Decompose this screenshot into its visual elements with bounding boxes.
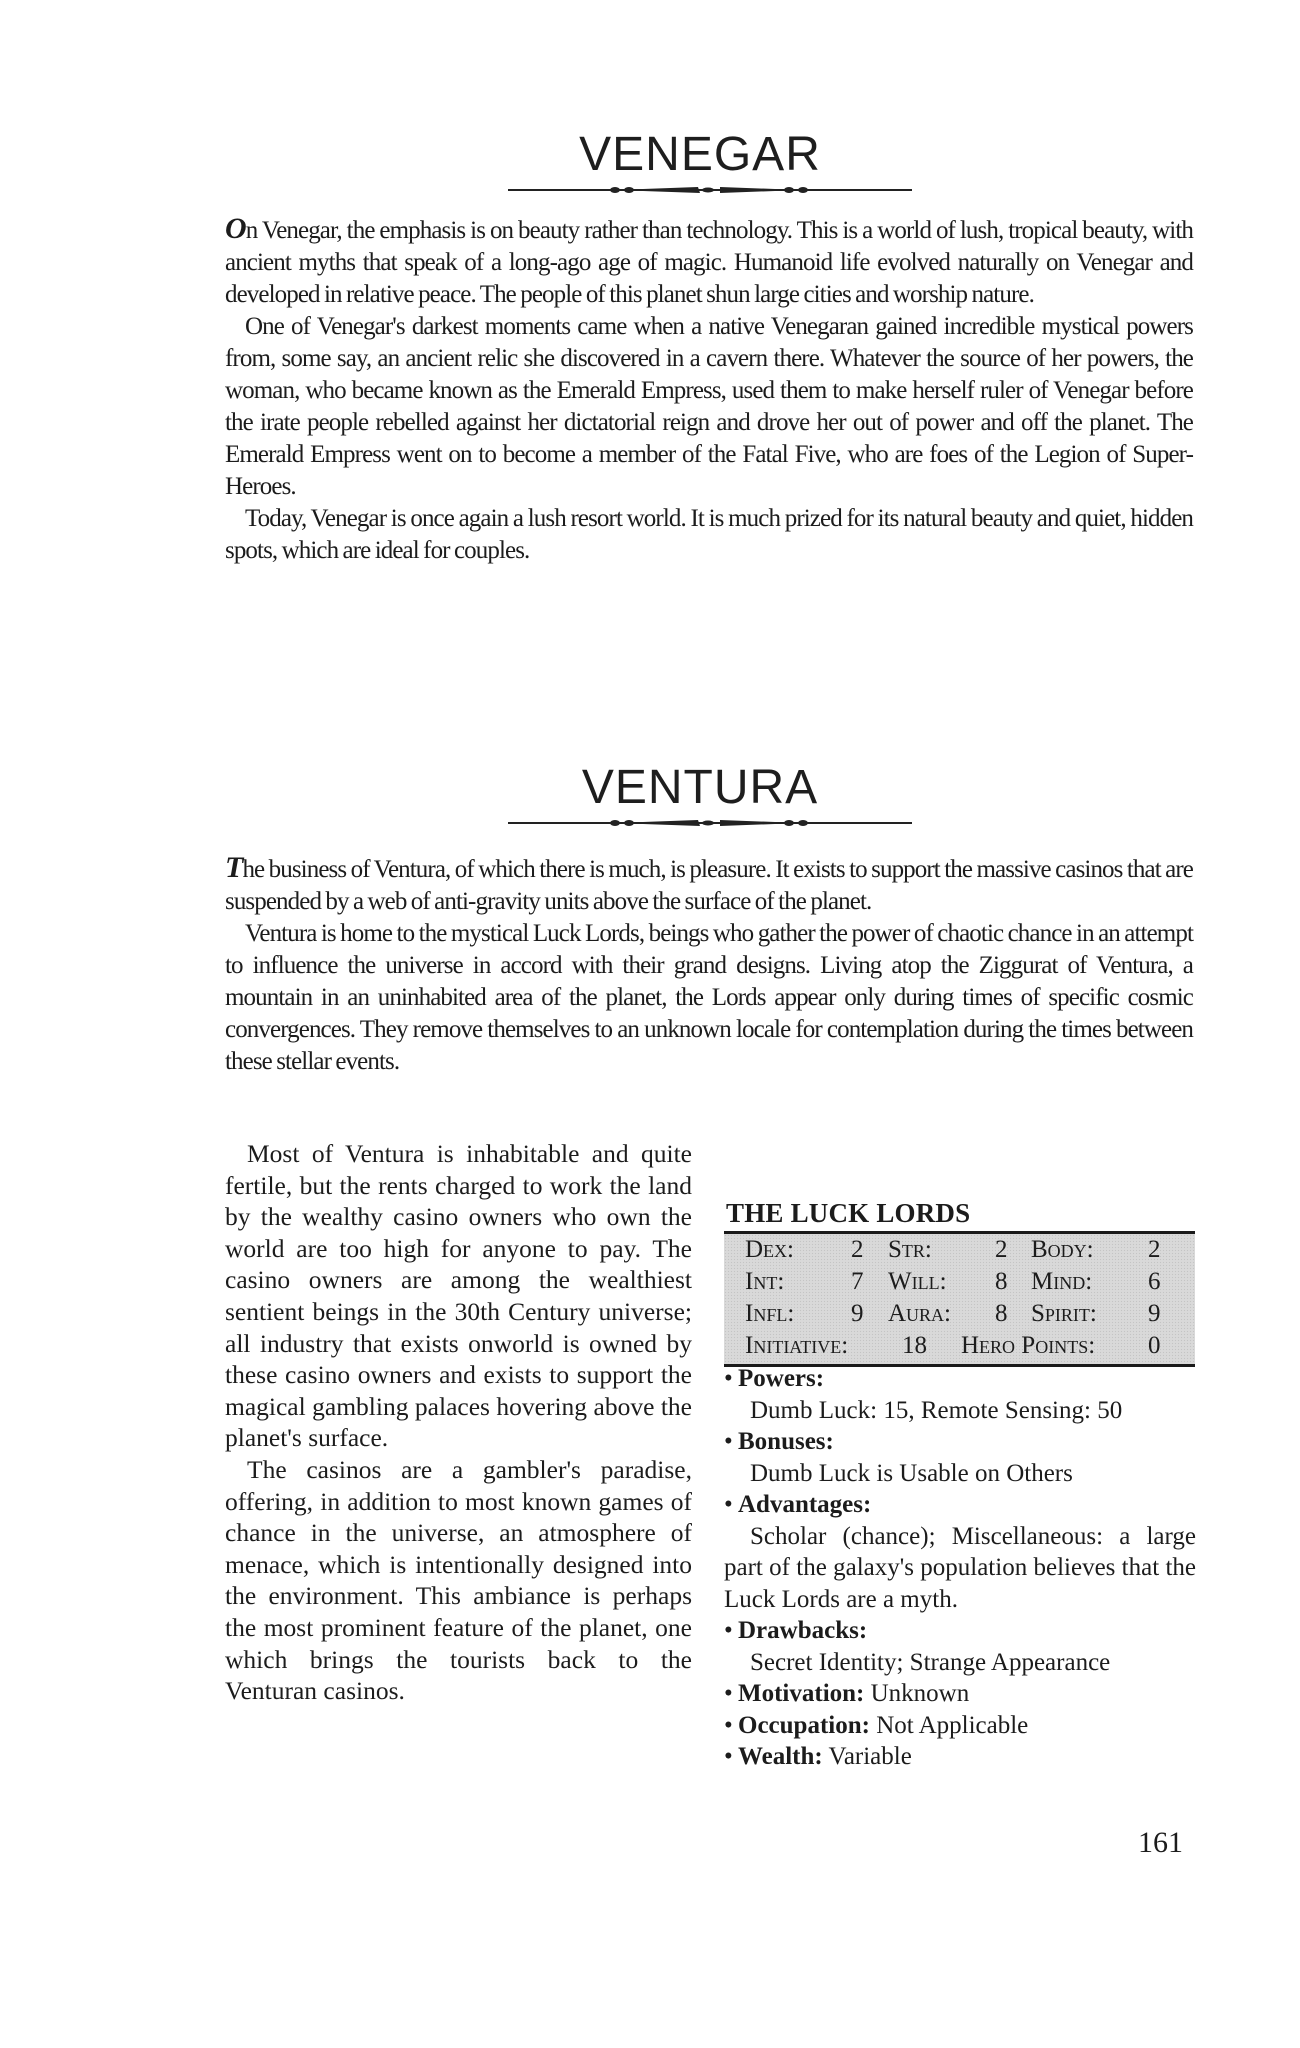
bullet-icon: • [724, 1711, 733, 1739]
entry-label: Occupation: [738, 1711, 870, 1739]
drop-cap: T [225, 851, 243, 884]
paragraph [225, 852, 1193, 918]
paragraph: Most of Ventura is inhabitable and quite fertile, but the rents charged to work the land by the wealthy casino owners who own the world are too high for anyone to pay. The casino owners are among the wealthiest sentient beings in the 30th Century universe; all industry that exists onworld is owned by these casino owners and exists to support the magical gambling palaces hovering above the planet's surface. [225, 1139, 692, 1453]
bullet-icon: • [724, 1491, 733, 1518]
stat-label: Will: [888, 1268, 947, 1295]
hero-points-label: Hero Points: [961, 1332, 1096, 1359]
entry-value: Unknown [870, 1680, 970, 1707]
stat-label: Spirit: [1031, 1300, 1097, 1327]
stat-value: 9 [851, 1300, 864, 1327]
stat-label: Body: [1031, 1236, 1094, 1263]
stat-value: 6 [1148, 1268, 1161, 1295]
stat-label: Mind: [1031, 1268, 1093, 1295]
entry-body: Scholar (chance); Miscellaneous: a large part of the galaxy's population believes that the Luck Lords are a myth. [724, 1522, 1196, 1613]
entry-value: Not Applicable [876, 1711, 1029, 1739]
stat-value: 2 [1148, 1236, 1161, 1263]
entry-body: Secret Identity; Strange Appearance [750, 1648, 1111, 1676]
bullet-icon: • [724, 1365, 733, 1392]
stat-label: Aura: [888, 1300, 952, 1327]
stat-row-initiative [724, 1332, 1195, 1364]
hero-points-value: 0 [1148, 1332, 1161, 1359]
initiative-value: 18 [902, 1332, 927, 1359]
stat-label: Int: [745, 1268, 785, 1295]
entry-powers [724, 1363, 1196, 1395]
bullet-icon: • [724, 1617, 733, 1644]
paragraph-text: n Venegar, the emphasis is on beauty rather than technology. This is a world of lush, tropical beauty, with ancient myths that speak of a long-ago age of magic. Humanoid life evolved naturally on Venegar and developed in relative peace. The people of this planet shun large cities and worship nature. [225, 217, 1193, 308]
section-title-ventura: VENTURA [581, 761, 819, 814]
stat-value: 8 [995, 1268, 1008, 1295]
page-number: 161 [1138, 1826, 1183, 1859]
paragraph-text: he business of Ventura, of which there is much, is pleasure. It exists to support the massive casinos that are suspended by a web of anti-gravity units above the surface of the planet. [225, 856, 1193, 915]
stat-table [724, 1231, 1195, 1367]
stat-value: 7 [851, 1268, 864, 1295]
bullet-icon: • [724, 1743, 733, 1770]
stat-row [724, 1268, 1195, 1300]
entry-wealth [724, 1741, 1196, 1773]
entry-bonuses [724, 1426, 1196, 1458]
ornamental-rule-icon [508, 816, 912, 830]
section-title-venegar: VENEGAR [579, 128, 821, 181]
entry-label: Advantages: [738, 1491, 872, 1518]
entry-advantages [724, 1489, 1196, 1521]
stat-value: 2 [851, 1236, 864, 1263]
entry-drawbacks [724, 1615, 1196, 1647]
ventura-body [225, 852, 1193, 1078]
entry-label: Bonuses: [738, 1428, 834, 1455]
stat-value: 2 [995, 1236, 1008, 1263]
drop-cap: O [225, 212, 246, 245]
paragraph: One of Venegar's darkest moments came when a native Venegaran gained incredible mystical powers from, some say, an ancient relic she discovered in a cavern there. Whatever the source of her powers, the woman, who became known as the Emerald Empress, used them to make herself ruler of Venegar before the irate people rebelled against her dictatorial reign and drove her out of power and off the planet. The Emerald Empress went on to become a member of the Fatal Five, who are foes of the Legion of Super-Heroes. [225, 313, 1193, 500]
entry-motivation [724, 1678, 1196, 1710]
entry-label: Motivation: [738, 1680, 865, 1707]
entry-occupation [724, 1710, 1196, 1742]
stat-label: Infl: [745, 1300, 795, 1327]
stat-value: 9 [1148, 1300, 1161, 1327]
bullet-icon: • [724, 1680, 733, 1707]
stat-label: Str: [888, 1236, 932, 1263]
stat-entries [724, 1363, 1196, 1773]
venegar-body [225, 213, 1193, 567]
bullet-icon: • [724, 1428, 733, 1455]
paragraph: Today, Venegar is once again a lush resort world. It is much prized for its natural beauty and quiet, hidden spots, which are ideal for couples. [225, 505, 1193, 564]
stat-block-title: THE LUCK LORDS [726, 1198, 971, 1228]
paragraph: Ventura is home to the mystical Luck Lords, beings who gather the power of chaotic chance in an attempt to influence the universe in accord with their grand designs. Living atop the Ziggurat of Ventura, a mountain in an uninhabited area of the planet, the Lords appear only during times of specific cosmic convergences. They remove themselves to an unknown locale for contemplation during the times between these stellar events. [225, 920, 1193, 1075]
entry-label: Powers: [738, 1365, 825, 1392]
entry-label: Drawbacks: [738, 1617, 868, 1644]
entry-body: Dumb Luck: 15, Remote Sensing: 50 [750, 1396, 1123, 1424]
paragraph: The casinos are a gambler's paradise, offering, in addition to most known games of chance in the universe, an atmosphere of menace, which is intentionally designed into the environment. This ambiance is perhaps the most prominent feature of the planet, one which brings the tourists back to the Venturan casinos. [225, 1454, 692, 1706]
stat-label: Dex: [745, 1236, 794, 1263]
stat-value: 8 [995, 1300, 1008, 1327]
entry-value: Variable [828, 1743, 912, 1770]
ventura-left-column [225, 1138, 692, 1707]
entry-label: Wealth: [738, 1743, 823, 1770]
entry-body: Dumb Luck is Usable on Others [750, 1459, 1073, 1487]
stat-row [724, 1300, 1195, 1332]
stat-row [724, 1236, 1195, 1268]
ornamental-rule-icon [508, 183, 912, 197]
initiative-label: Initiative: [745, 1332, 849, 1359]
paragraph [225, 213, 1193, 311]
